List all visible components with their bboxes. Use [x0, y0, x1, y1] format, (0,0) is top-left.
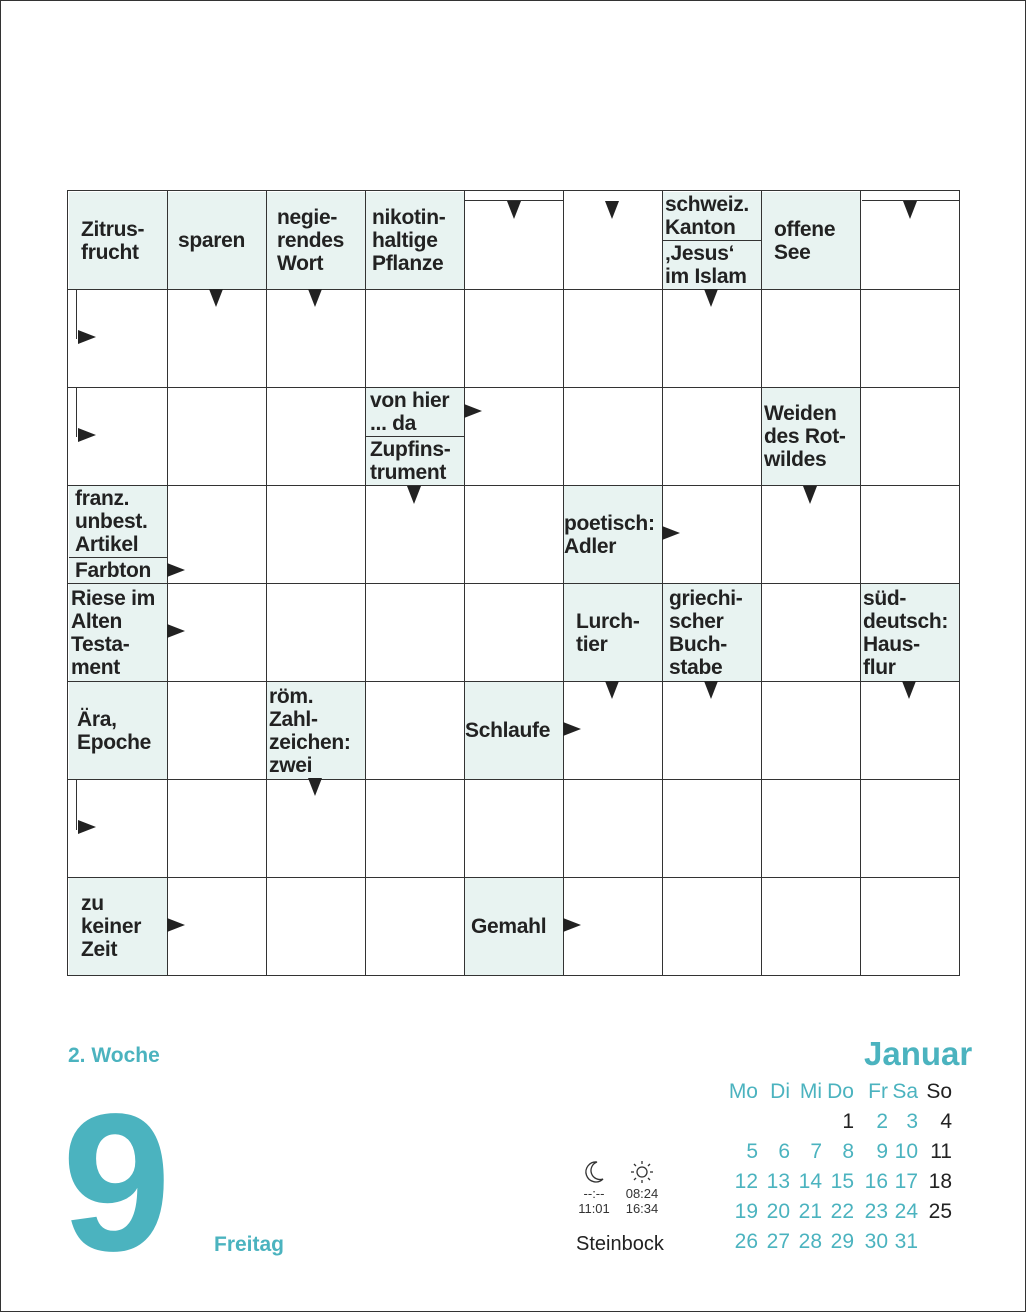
arrow-down-icon — [704, 289, 718, 307]
answer-cell[interactable] — [267, 486, 365, 583]
clue-kanton: schweiz. Kanton — [663, 192, 761, 240]
answer-cell[interactable] — [366, 878, 464, 975]
arrow-right-icon — [78, 428, 96, 442]
answer-cell[interactable] — [366, 682, 464, 779]
clue-negierendes: negie- rendes Wort — [267, 192, 365, 289]
arrow-down-icon — [209, 289, 223, 307]
arrow-right-icon — [167, 918, 185, 932]
calendar-weekday-header: Mo — [728, 1080, 758, 1103]
clue-aera: Ära, Epoche — [69, 682, 167, 779]
answer-cell[interactable] — [762, 682, 860, 779]
calendar-weekday-header: Do — [827, 1080, 854, 1103]
calendar-day: 5 — [746, 1140, 758, 1163]
sun-set-time: 16:34 — [625, 1201, 659, 1216]
answer-cell[interactable] — [366, 290, 464, 387]
clue-sparen: sparen — [168, 192, 266, 289]
calendar-day: 25 — [928, 1200, 952, 1223]
answer-cell[interactable] — [465, 780, 563, 877]
arrow-down-icon — [507, 201, 521, 219]
clue-zitrusfrucht: Zitrus- frucht — [69, 192, 167, 289]
calendar-day: 16 — [864, 1170, 888, 1193]
answer-cell[interactable] — [465, 584, 563, 681]
answer-cell[interactable] — [663, 780, 761, 877]
clue-offene-see: offene See — [762, 192, 860, 289]
calendar-weekday-header: Mi — [799, 1080, 822, 1103]
arrow-right-icon — [78, 820, 96, 834]
clue-von-hier: von hier ... da — [366, 388, 464, 436]
calendar-day: 29 — [830, 1230, 854, 1253]
arrow-down-icon — [902, 681, 916, 699]
calendar-day: 1 — [842, 1110, 854, 1133]
answer-cell[interactable] — [267, 388, 365, 485]
calendar-weekday-header: Di — [770, 1080, 790, 1103]
answer-cell[interactable] — [366, 584, 464, 681]
calendar-day: 31 — [894, 1230, 918, 1253]
calendar-day: 4 — [940, 1110, 952, 1133]
arrow-down-icon — [407, 486, 421, 504]
answer-cell[interactable] — [663, 388, 761, 485]
calendar-day: 22 — [830, 1200, 854, 1223]
calendar-day: 7 — [810, 1140, 822, 1163]
clue-sueddeutsch: süd- deutsch: Haus- flur — [861, 584, 959, 681]
answer-cell[interactable] — [762, 780, 860, 877]
arrow-down-icon — [704, 681, 718, 699]
calendar-day: 9 — [876, 1140, 888, 1163]
calendar-day: 17 — [894, 1170, 918, 1193]
answer-cell[interactable] — [861, 290, 959, 387]
calendar-weekday-header: Sa — [892, 1080, 918, 1103]
calendar-day: 11 — [930, 1140, 952, 1163]
moon-rise-time: --:-- — [583, 1186, 605, 1201]
connector-tick — [862, 200, 960, 201]
clue-weiden: Weiden des Rot- wildes — [762, 388, 860, 485]
arrow-down-icon — [308, 289, 322, 307]
calendar-day: 27 — [766, 1230, 790, 1253]
moon-set-time: 11:01 — [578, 1201, 610, 1216]
arrow-down-icon — [605, 681, 619, 699]
answer-cell[interactable] — [168, 682, 266, 779]
answer-cell[interactable] — [861, 878, 959, 975]
answer-cell[interactable] — [762, 878, 860, 975]
clue-farbton: Farbton — [69, 558, 167, 583]
arrow-down-icon — [803, 486, 817, 504]
calendar-day: 8 — [842, 1140, 854, 1163]
calendar-day: 24 — [894, 1200, 918, 1223]
answer-cell[interactable] — [564, 388, 662, 485]
arrow-right-icon — [662, 526, 680, 540]
calendar-day: 15 — [830, 1170, 854, 1193]
zodiac-sign: Steinbock — [576, 1233, 664, 1255]
arrow-right-icon — [464, 404, 482, 418]
calendar-weekday-header: So — [926, 1080, 952, 1103]
calendar-day: 23 — [864, 1200, 888, 1223]
sun-times — [618, 1160, 666, 1216]
clue-jesus: ‚Jesus‘ im Islam — [663, 241, 761, 289]
week-label: 2. Woche — [68, 1044, 160, 1067]
calendar-day: 18 — [928, 1170, 952, 1193]
answer-cell[interactable] — [762, 290, 860, 387]
clue-zupfinstrument: Zupfins- trument — [366, 437, 464, 485]
sun-icon — [629, 1160, 655, 1184]
clue-roem-zahl: röm. Zahl- zeichen: zwei — [267, 682, 365, 779]
clue-riese: Riese im Alten Testa- ment — [69, 584, 167, 681]
clue-separator — [663, 240, 761, 241]
moon-times — [570, 1160, 618, 1216]
answer-cell[interactable] — [366, 780, 464, 877]
calendar-day: 2 — [876, 1110, 888, 1133]
calendar-day: 13 — [766, 1170, 790, 1193]
answer-cell[interactable] — [762, 584, 860, 681]
calendar-day: 28 — [798, 1230, 822, 1253]
answer-cell[interactable] — [663, 878, 761, 975]
moon-icon — [583, 1160, 605, 1184]
calendar-weekday-header: Fr — [868, 1080, 888, 1103]
clue-franz-artikel: franz. unbest. Artikel — [69, 486, 167, 557]
connector-tick — [76, 289, 77, 339]
arrow-right-icon — [78, 330, 96, 344]
answer-cell[interactable] — [861, 486, 959, 583]
calendar-day: 6 — [778, 1140, 790, 1163]
calendar-day: 21 — [798, 1200, 822, 1223]
day-number: 9 — [62, 1073, 172, 1292]
clue-nikotin: nikotin- haltige Pflanze — [366, 192, 464, 289]
calendar-day: 26 — [734, 1230, 758, 1253]
sun-rise-time: 08:24 — [625, 1186, 659, 1201]
clue-separator — [69, 557, 167, 558]
answer-cell[interactable] — [267, 584, 365, 681]
connector-tick — [76, 780, 77, 830]
calendar-day: 20 — [766, 1200, 790, 1223]
arrow-down-icon — [308, 778, 322, 796]
weekday-label: Freitag — [214, 1233, 285, 1256]
arrow-right-icon — [167, 563, 185, 577]
arrow-right-icon — [563, 722, 581, 736]
answer-cell[interactable] — [168, 780, 266, 877]
calendar-day: 14 — [798, 1170, 822, 1193]
clue-poetisch-adler: poetisch: Adler — [564, 486, 662, 583]
calendar-day: 12 — [734, 1170, 758, 1193]
connector-tick — [465, 200, 563, 201]
calendar-day: 10 — [894, 1140, 918, 1163]
crossword-grid — [67, 190, 960, 976]
arrow-down-icon — [605, 201, 619, 219]
answer-cell[interactable] — [465, 290, 563, 387]
answer-cell[interactable] — [465, 486, 563, 583]
answer-cell[interactable] — [465, 388, 563, 485]
month-title: Januar — [864, 1035, 973, 1072]
answer-cell[interactable] — [267, 878, 365, 975]
clue-schlaufe: Schlaufe — [465, 682, 563, 779]
arrow-down-icon — [903, 201, 917, 219]
connector-tick — [76, 387, 77, 437]
calendar-day: 3 — [906, 1110, 918, 1133]
clue-griechischer: griechi- scher Buch- stabe — [663, 584, 761, 681]
arrow-right-icon — [563, 918, 581, 932]
answer-cell[interactable] — [168, 388, 266, 485]
clue-separator — [366, 436, 464, 437]
clue-lurchtier: Lurch- tier — [564, 584, 662, 681]
answer-cell[interactable] — [564, 780, 662, 877]
clue-gemahl: Gemahl — [465, 878, 563, 975]
answer-cell[interactable] — [564, 290, 662, 387]
answer-cell[interactable] — [861, 388, 959, 485]
answer-cell[interactable] — [861, 780, 959, 877]
arrow-right-icon — [167, 624, 185, 638]
calendar-day: 19 — [734, 1200, 758, 1223]
clue-zu-keiner-zeit: zu keiner Zeit — [69, 878, 167, 975]
calendar-day: 30 — [864, 1230, 888, 1253]
